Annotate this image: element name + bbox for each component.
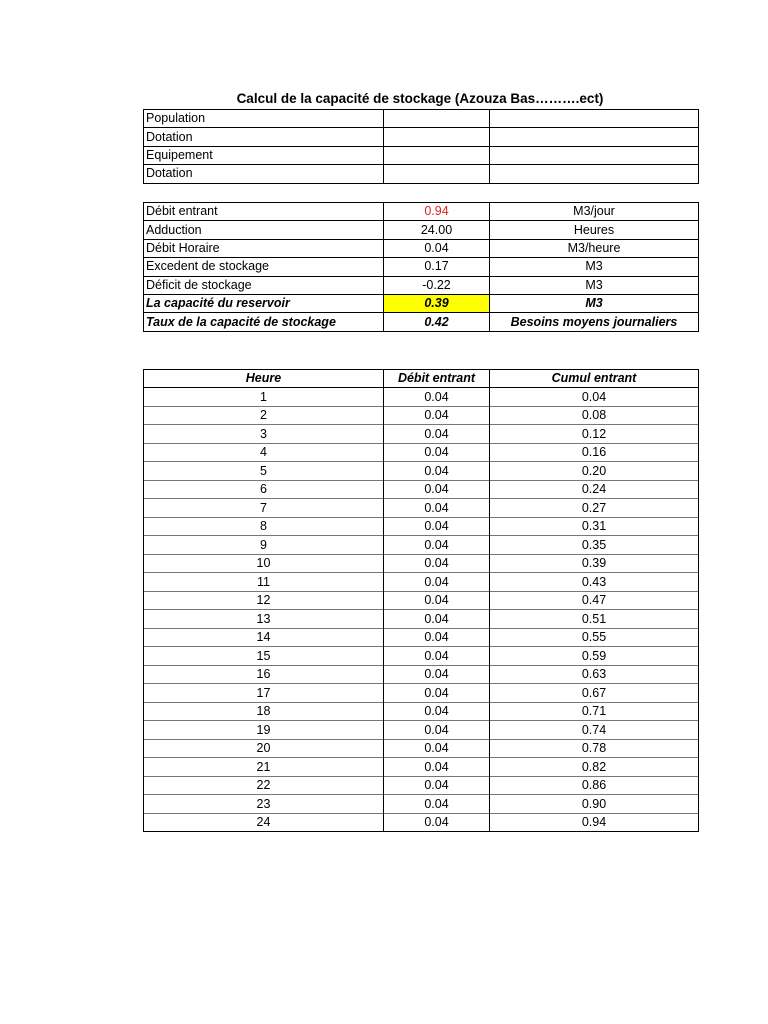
column-header-debit: Débit entrant [384,370,490,388]
row-value: 24.00 [384,221,490,239]
cell-debit: 0.04 [384,758,490,777]
cell-cumul: 0.78 [490,739,699,758]
row-unit: M3 [490,276,699,294]
cell-debit: 0.04 [384,517,490,536]
cell-cumul: 0.67 [490,684,699,703]
cell-cumul: 0.90 [490,795,699,814]
cell-debit: 0.04 [384,591,490,610]
row-unit: Besoins moyens journaliers [490,313,699,331]
cell-cumul: 0.16 [490,443,699,462]
cell-debit: 0.04 [384,388,490,407]
cell-cumul: 0.71 [490,702,699,721]
table-row [144,221,699,239]
row-label: Taux de la capacité de stockage [144,313,384,331]
cell-heure: 14 [144,628,384,647]
table-row [144,499,699,518]
table-row [144,702,699,721]
cell-debit: 0.04 [384,536,490,555]
cell-debit: 0.04 [384,684,490,703]
cell-heure: 23 [144,795,384,814]
cell-heure: 17 [144,684,384,703]
cell-heure: 16 [144,665,384,684]
row-value: 0.17 [384,258,490,276]
row-value [384,146,490,164]
cell-debit: 0.04 [384,443,490,462]
input-table [143,109,699,184]
cell-cumul: 0.82 [490,758,699,777]
row-label: Débit Horaire [144,239,384,257]
cell-heure: 4 [144,443,384,462]
cell-heure: 19 [144,721,384,740]
column-header-cumul: Cumul entrant [490,370,699,388]
table-row [144,610,699,629]
row-label: La capacité du reservoir [144,294,384,312]
cell-debit: 0.04 [384,425,490,444]
cell-cumul: 0.27 [490,499,699,518]
cell-debit: 0.04 [384,406,490,425]
cell-heure: 13 [144,610,384,629]
table-row [144,146,699,164]
cell-cumul: 0.43 [490,573,699,592]
cell-cumul: 0.86 [490,776,699,795]
cell-cumul: 0.51 [490,610,699,629]
table-row [144,739,699,758]
cell-debit: 0.04 [384,628,490,647]
cell-debit: 0.04 [384,739,490,758]
cell-heure: 10 [144,554,384,573]
row-value: 0.42 [384,313,490,331]
row-value [384,110,490,128]
page-title: Calcul de la capacité de stockage (Azouza Bas……….ect) [236,91,604,106]
cell-heure: 3 [144,425,384,444]
cell-heure: 1 [144,388,384,407]
cell-cumul: 0.94 [490,813,699,832]
table-row [144,628,699,647]
row-value: 0.04 [384,239,490,257]
table-row [144,647,699,666]
cell-cumul: 0.63 [490,665,699,684]
row-label: Dotation [144,165,384,183]
row-label: Dotation [144,128,384,146]
table-row [144,758,699,777]
row-unit: M3 [490,258,699,276]
table-row [144,165,699,183]
table-row [144,536,699,555]
cell-cumul: 0.59 [490,647,699,666]
cell-heure: 24 [144,813,384,832]
cell-debit: 0.04 [384,702,490,721]
cell-debit: 0.04 [384,462,490,481]
row-unit [490,146,699,164]
hourly-table [143,369,699,832]
row-label: Adduction [144,221,384,239]
table-row [144,110,699,128]
row-label: Excedent de stockage [144,258,384,276]
table-row [144,425,699,444]
table-row [144,443,699,462]
table-row [144,480,699,499]
row-unit [490,128,699,146]
table-row [144,406,699,425]
cell-heure: 8 [144,517,384,536]
row-label: Déficit de stockage [144,276,384,294]
table-row [144,684,699,703]
row-label: Débit entrant [144,203,384,221]
cell-heure: 9 [144,536,384,555]
cell-heure: 21 [144,758,384,777]
cell-heure: 20 [144,739,384,758]
cell-debit: 0.04 [384,573,490,592]
cell-cumul: 0.24 [490,480,699,499]
cell-cumul: 0.39 [490,554,699,573]
cell-heure: 12 [144,591,384,610]
cell-cumul: 0.47 [490,591,699,610]
table-row [144,554,699,573]
cell-debit: 0.04 [384,795,490,814]
cell-heure: 5 [144,462,384,481]
table-row [144,813,699,832]
row-value: 0.94 [384,203,490,221]
table-row [144,203,699,221]
table-row [144,721,699,740]
cell-debit: 0.04 [384,647,490,666]
row-unit [490,110,699,128]
cell-cumul: 0.08 [490,406,699,425]
row-unit: M3 [490,294,699,312]
cell-cumul: 0.74 [490,721,699,740]
cell-debit: 0.04 [384,813,490,832]
table-row [144,462,699,481]
row-unit [490,165,699,183]
table-row [144,388,699,407]
row-unit: Heures [490,221,699,239]
table-row [144,294,699,312]
table-row [144,313,699,331]
cell-debit: 0.04 [384,721,490,740]
table-row [144,258,699,276]
table-row [144,573,699,592]
cell-cumul: 0.35 [490,536,699,555]
cell-heure: 18 [144,702,384,721]
cell-debit: 0.04 [384,480,490,499]
cell-heure: 6 [144,480,384,499]
cell-heure: 11 [144,573,384,592]
cell-debit: 0.04 [384,610,490,629]
table-row [144,239,699,257]
cell-heure: 2 [144,406,384,425]
cell-debit: 0.04 [384,665,490,684]
cell-debit: 0.04 [384,554,490,573]
row-value [384,165,490,183]
cell-debit: 0.04 [384,499,490,518]
cell-heure: 22 [144,776,384,795]
row-unit: M3/jour [490,203,699,221]
cell-cumul: 0.04 [490,388,699,407]
results-table [143,202,699,332]
cell-heure: 15 [144,647,384,666]
cell-cumul: 0.20 [490,462,699,481]
row-label: Equipement [144,146,384,164]
table-row [144,665,699,684]
row-value: 0.39 [384,294,490,312]
row-value: -0.22 [384,276,490,294]
row-unit: M3/heure [490,239,699,257]
column-header-heure: Heure [144,370,384,388]
row-label: Population [144,110,384,128]
table-row [144,128,699,146]
cell-debit: 0.04 [384,776,490,795]
cell-cumul: 0.12 [490,425,699,444]
cell-heure: 7 [144,499,384,518]
table-row [144,517,699,536]
table-row [144,795,699,814]
table-row [144,776,699,795]
row-value [384,128,490,146]
header-row [144,370,699,388]
cell-cumul: 0.31 [490,517,699,536]
cell-cumul: 0.55 [490,628,699,647]
table-row [144,276,699,294]
table-row [144,591,699,610]
